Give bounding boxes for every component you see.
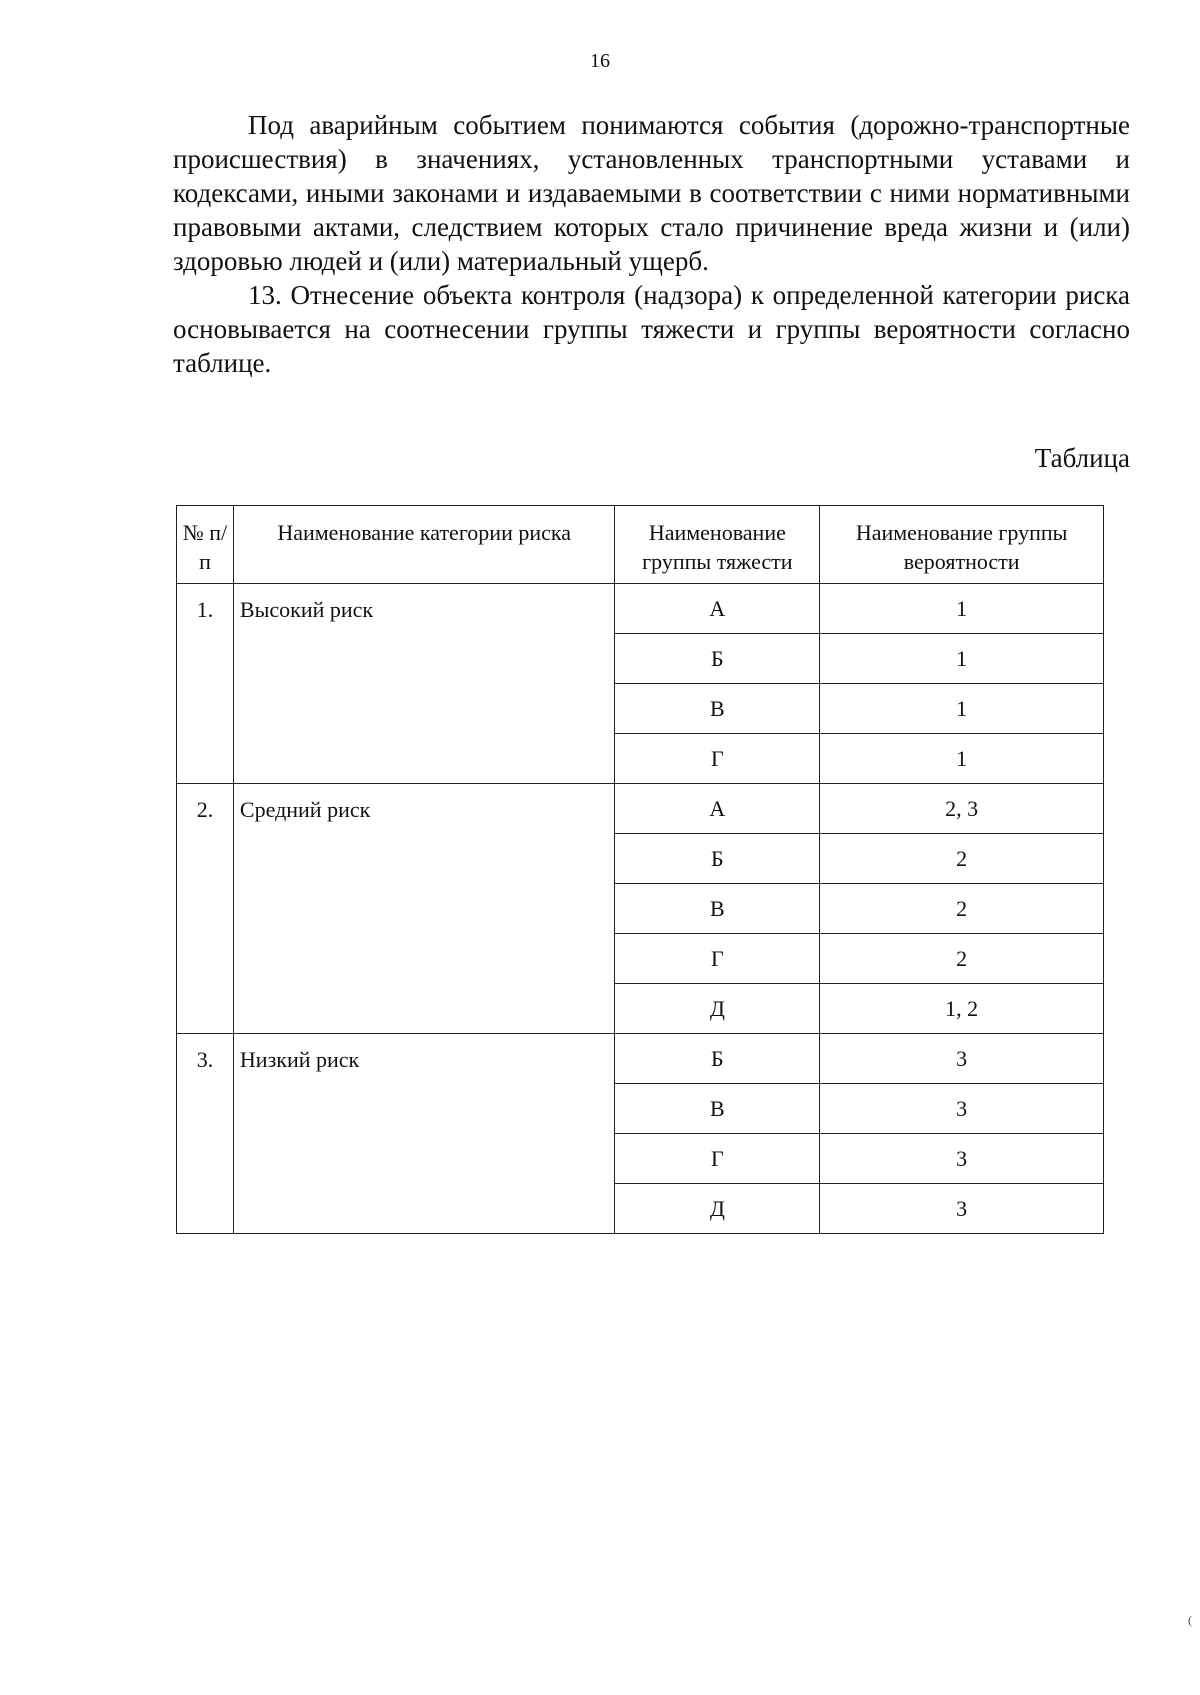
probability-group-cell: 3 (820, 1034, 1104, 1084)
table-caption: Таблица (1034, 443, 1130, 473)
page-number: 16 (590, 50, 610, 72)
probability-group-cell: 1 (820, 634, 1104, 684)
header-num: № п/п (177, 506, 234, 584)
row-number-cell: 3. (177, 1034, 234, 1234)
scan-mark: ( (1188, 1613, 1192, 1627)
severity-group-cell: Б (615, 634, 820, 684)
table-row (177, 784, 1104, 834)
probability-group-cell: 1 (820, 584, 1104, 634)
risk-category-cell: Средний риск (233, 784, 615, 1034)
probability-group-cell: 2 (820, 934, 1104, 984)
table-header-row (177, 506, 1104, 584)
row-number-cell: 1. (177, 584, 234, 784)
risk-category-cell: Низкий риск (233, 1034, 615, 1234)
risk-category-table (176, 505, 1104, 1234)
probability-group-cell: 3 (820, 1134, 1104, 1184)
row-number-cell: 2. (177, 784, 234, 1034)
table-body (177, 584, 1104, 1234)
probability-group-cell: 2, 3 (820, 784, 1104, 834)
severity-group-cell: Б (615, 1034, 820, 1084)
probability-group-cell: 2 (820, 834, 1104, 884)
severity-group-cell: А (615, 784, 820, 834)
body-text (173, 108, 1130, 380)
probability-group-cell: 1 (820, 734, 1104, 784)
header-severity-group: Наименование группы тяжести (615, 506, 820, 584)
paragraph-13-risk-category: 13. Отнесение объекта контроля (надзора) к определенной категории риска основывается на соотнесении группы тяжести и группы вероятности согласно таблице. (173, 280, 1130, 378)
probability-group-cell: 1, 2 (820, 984, 1104, 1034)
probability-group-cell: 3 (820, 1084, 1104, 1134)
severity-group-cell: В (615, 1084, 820, 1134)
severity-group-cell: В (615, 884, 820, 934)
severity-group-cell: Г (615, 734, 820, 784)
severity-group-cell: Д (615, 1184, 820, 1234)
table-header (177, 506, 1104, 584)
severity-group-cell: Б (615, 834, 820, 884)
header-category: Наименование категории риска (233, 506, 615, 584)
probability-group-cell: 2 (820, 884, 1104, 934)
probability-group-cell: 3 (820, 1184, 1104, 1234)
severity-group-cell: Г (615, 934, 820, 984)
severity-group-cell: В (615, 684, 820, 734)
severity-group-cell: Д (615, 984, 820, 1034)
probability-group-cell: 1 (820, 684, 1104, 734)
header-probability-group: Наименование группы вероятности (820, 506, 1104, 584)
severity-group-cell: А (615, 584, 820, 634)
paragraph-accident-definition: Под аварийным событием понимаются события (дорожно-транспортные происшествия) в значениях, установленных транспортными уставами и кодексами, иными законами и издаваемыми в соответствии с ними нормативными правовыми актами, следствием которых стало причинение вреда жизни и (или) здоровью людей и (или) материальный ущерб. (173, 110, 1130, 276)
severity-group-cell: Г (615, 1134, 820, 1184)
risk-category-cell: Высокий риск (233, 584, 615, 784)
table-row (177, 584, 1104, 634)
table-row (177, 1034, 1104, 1084)
